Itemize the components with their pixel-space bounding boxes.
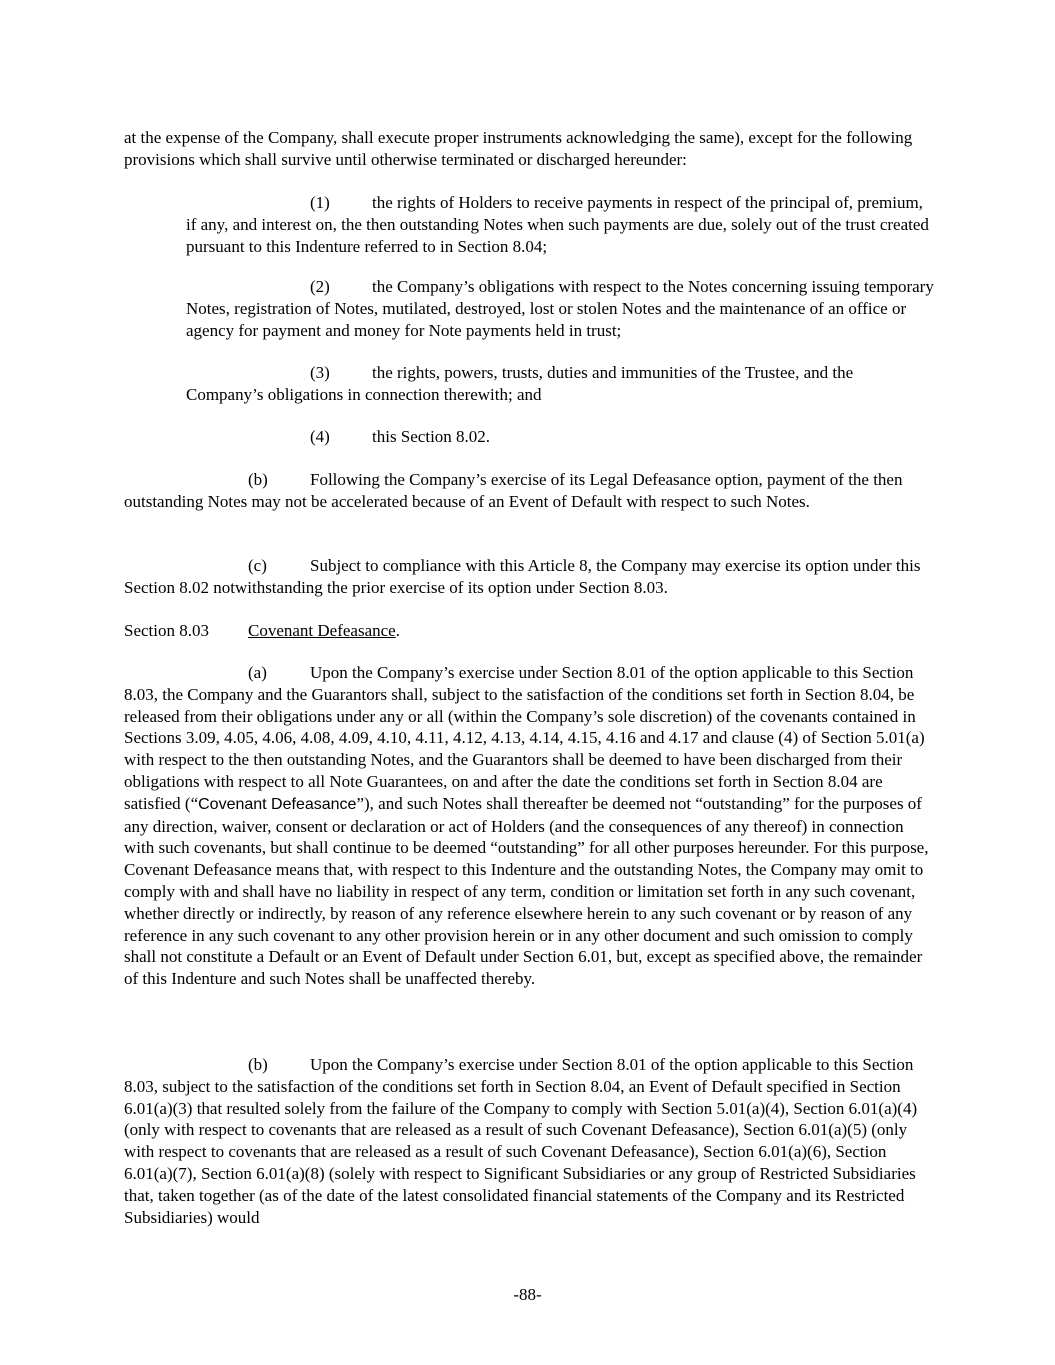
item-2-text: the Company’s obligations with respect to the Notes concerning issuing temporary Notes, registration of Notes, mutilated, destroyed, lost or stolen Notes and the maintenance of an office or agency for payment and money for Note payments held in trust; [186, 277, 934, 340]
item-4-text: this Section 8.02. [372, 427, 491, 446]
item-4-number: (4) [310, 427, 330, 446]
section-title-period: . [395, 621, 400, 640]
paragraph-c [124, 555, 934, 599]
item-2-number: (2) [310, 277, 330, 296]
paragraph-b-number: (b) [248, 470, 268, 489]
paragraph-b-text: Following the Company’s exercise of its Legal Defeasance option, payment of the then outstanding Notes may not be accelerated because of an Event of Default with respect to such Notes. [124, 470, 903, 511]
paragraph-b2-text: Upon the Company’s exercise under Section 8.01 of the option applicable to this Section 8.03, subject to the satisfaction of the conditions set forth in Section 8.04, an Event of Default specified in Section 6.01(a)(3) that resulted solely from the failure of the Company to comply with Section 5.01(a)(4), Section 6.01(a)(4) (only with respect to covenants that are released as a result of such Covenant Defeasance), Section 6.01(a)(5) (only with respect to covenants that are released as a result of such Covenant Defeasance), Section 6.01(a)(6), Section 6.01(a)(7), Section 6.01(a)(8) (solely with respect to Significant Subsidiaries or any group of Restricted Subsidiaries that, taken together (as of the date of the latest consolidated financial statements of the Company and its Restricted Subsidiaries) would [124, 1055, 918, 1227]
intro-paragraph: at the expense of the Company, shall execute proper instruments acknowledging the same), except for the following provisions which shall survive until otherwise terminated or discharged hereunder: [124, 128, 913, 169]
item-3 [186, 362, 934, 406]
paragraph-c-number: (c) [248, 556, 267, 575]
item-4 [186, 426, 934, 448]
page-number: -88- [513, 1285, 542, 1304]
item-1 [186, 192, 934, 257]
defined-term-covenant-defeasance: Covenant Defeasance [198, 795, 357, 813]
item-1-number: (1) [310, 193, 330, 212]
paragraph-b-legal-defeasance [124, 469, 934, 513]
paragraph-a-covenant-defeasance [124, 662, 934, 990]
item-3-number: (3) [310, 363, 330, 382]
paragraph-b2-number: (b) [248, 1055, 268, 1074]
item-3-text: the rights, powers, trusts, duties and immunities of the Trustee, and the Company’s obligations in connection therewith; and [186, 363, 854, 404]
paragraph-a-text-1: Upon the Company’s exercise under Section 8.01 of the option applicable to this Section 8.03, the Company and the Guarantors shall, subject to the satisfaction of the conditions set forth in Section 8.04, be released from their obligations under any or all (within the Company’s sole discretion) of the covenants contained in Sections 3.09, 4.05, 4.06, 4.08, 4.09, 4.10, 4.11, 4.12, 4.13, 4.14, 4.15, 4.16 and 4.17 and clause (4) of Section 5.01(a) with respect to the then outstanding Notes, and the Guarantors shall be deemed to have been discharged from their obligations with respect to all Note Guarantees, on and after the date the conditions set forth in Section 8.04 are satisfied (“ [124, 663, 925, 813]
section-title: Covenant Defeasance [248, 621, 396, 640]
paragraph-c-text: Subject to compliance with this Article 8, the Company may exercise its option under this Section 8.02 notwithstanding the prior exercise of its option under Section 8.03. [124, 556, 921, 597]
item-1-text: the rights of Holders to receive payments in respect of the principal of, premium, if any, and interest on, the then outstanding Notes when such payments are due, solely out of the trust created pursuant to this Indenture referred to in Section 8.04; [186, 193, 929, 256]
paragraph-b-covenant-defeasance [124, 1054, 934, 1228]
item-2 [186, 276, 934, 341]
paragraph-a-text-2: ”), and such Notes shall thereafter be deemed not “outstanding” for the purposes of any direction, waiver, consent or declaration or act of Holders (and the consequences of any thereof) in connection with such covenants, but shall continue to be deemed “outstanding” for all other purposes hereunder. For this purpose, Covenant Defeasance means that, with respect to this Indenture and the outstanding Notes, the Company may omit to comply with and shall have no liability in respect of any term, condition or limitation set forth in any such covenant, whether directly or indirectly, by reason of any reference elsewhere herein to any such covenant or by reason of any reference in any such covenant to any other provision herein or in any other document and such omission to comply shall not constitute a Default or an Event of Default under Section 6.01, but, except as specified above, the remainder of this Indenture and such Notes shall be unaffected thereby. [124, 793, 929, 989]
section-heading [124, 620, 934, 642]
paragraph-a-number: (a) [248, 663, 267, 682]
section-number: Section 8.03 [124, 621, 209, 640]
